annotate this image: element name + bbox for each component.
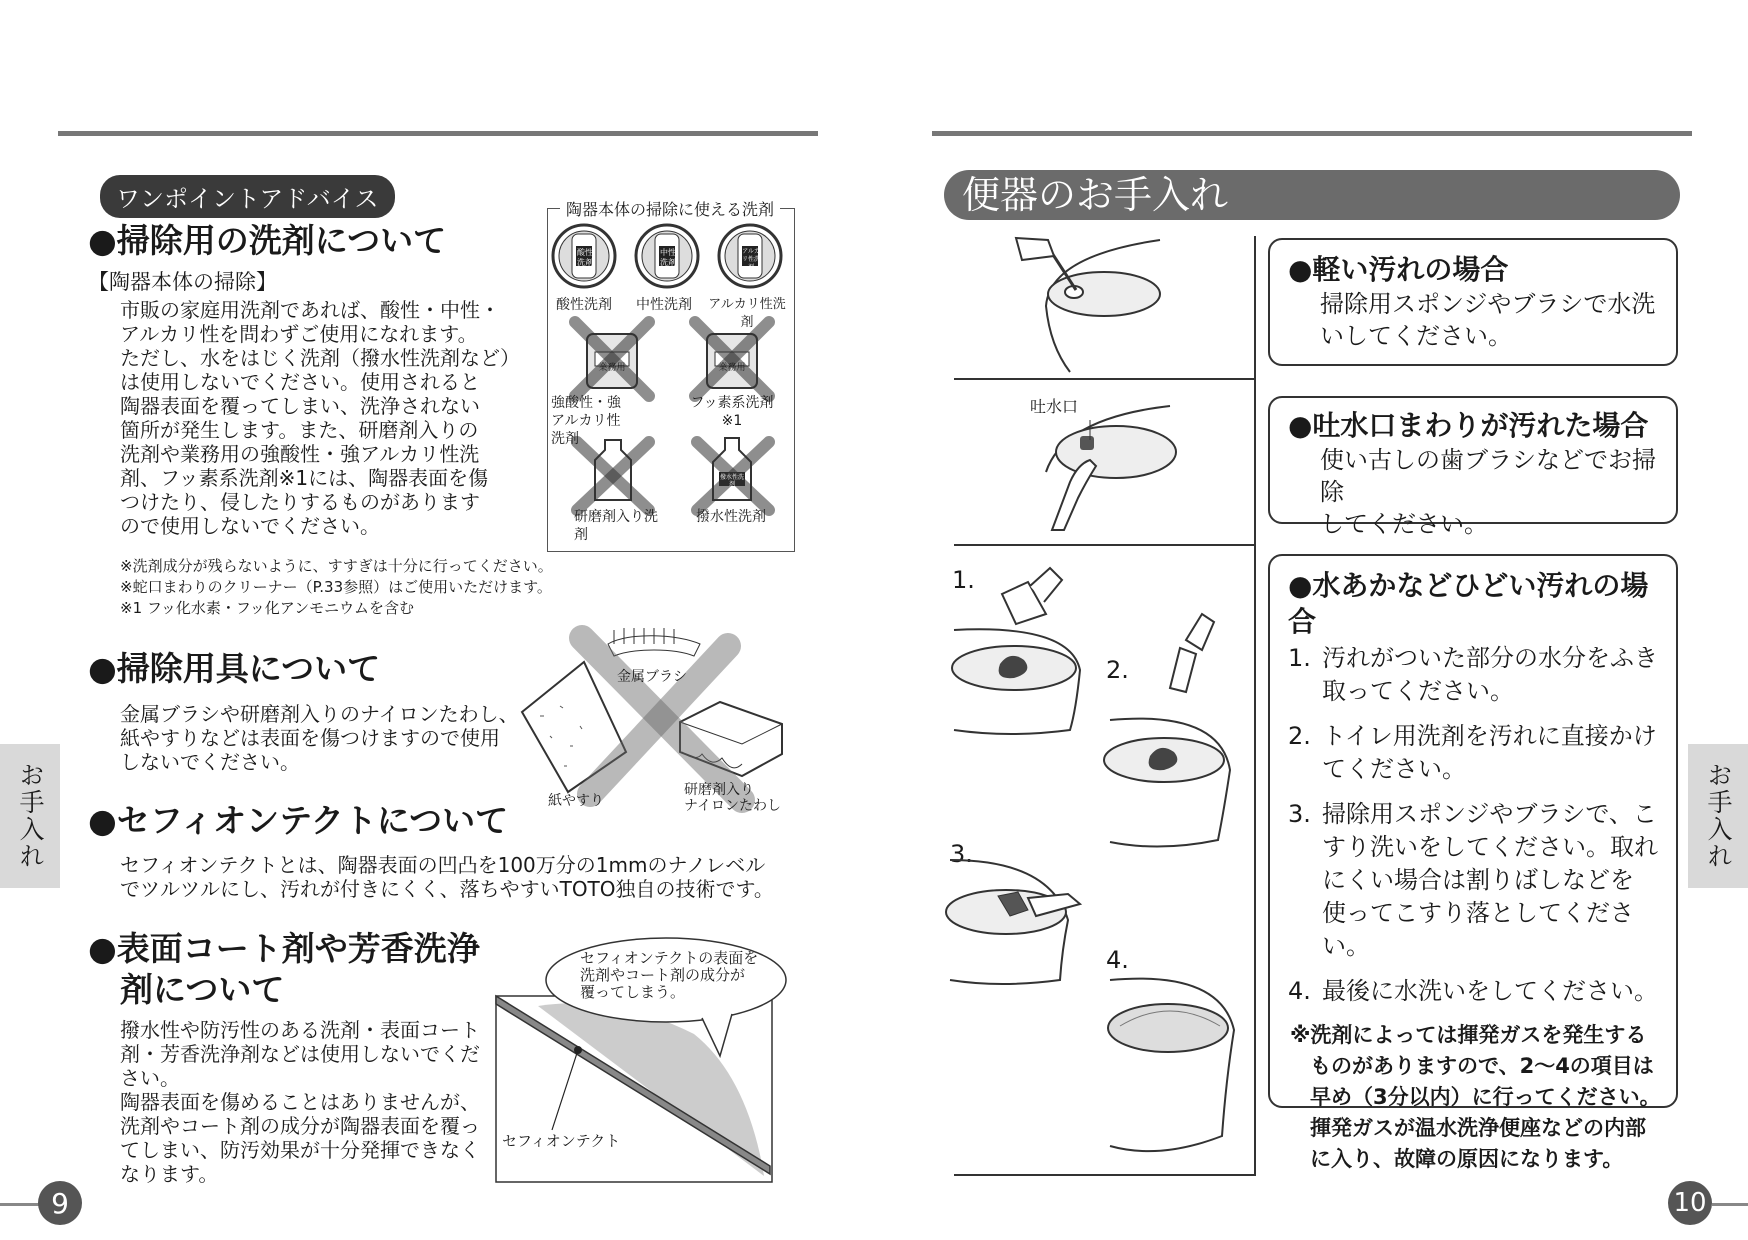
- detergent-heading: ●掃除用の洗剤について: [88, 221, 447, 260]
- illustration-divider-1: [954, 378, 1254, 380]
- step2-toilet-icon: [1104, 614, 1230, 847]
- right-header-rule: [932, 131, 1692, 136]
- step-mark-1: 1.: [952, 566, 975, 594]
- left-header-rule: [58, 131, 818, 136]
- nozzle-dirt-card: [1268, 396, 1678, 538]
- step3-toilet-icon: [946, 860, 1080, 984]
- heavy-dirt-steps-illustration: [950, 560, 1250, 1170]
- nylon-label: 研磨剤入り ナイロンたわし: [684, 782, 782, 814]
- ok-bottle-text-alkaline: アルカリ性洗剤: [742, 248, 761, 271]
- ng-bottle-text-fluorine: 業務用: [718, 363, 746, 373]
- light-dirt-illustration: [1010, 236, 1160, 376]
- illustration-column-rule: [1254, 236, 1256, 1176]
- advice-label: ワンポイントアドバイス: [100, 175, 395, 218]
- light-dirt-title: ●軽い汚れの場合: [1288, 253, 1509, 286]
- ok-label-acidic: 酸性洗剤: [556, 297, 612, 313]
- heavy-dirt-note: ※洗剤によっては揮発ガスを発生する ものがありますので、2～4の項目は 早め（3分以内）に行ってください。 揮発ガスが温水洗浄便座などの内部 に入り、故障の原因になります。: [1290, 1023, 1661, 1171]
- detergent-box-title: 陶器本体の掃除に使える洗剤: [560, 197, 780, 220]
- ok-label-alkaline: アルカリ性洗剤: [708, 297, 786, 330]
- nozzle-illustration: [1024, 402, 1174, 530]
- light-dirt-text: 掃除用スポンジやブラシで水洗 いしてください。: [1320, 290, 1656, 350]
- illustration-divider-2: [954, 544, 1254, 546]
- right-page-title: 便器のお手入れ: [962, 173, 1229, 217]
- sandpaper-label: 紙やすり: [548, 793, 604, 809]
- step-mark-4: 4.: [1106, 946, 1129, 974]
- ceftect-diagram-label: セフィオンテクト: [502, 1132, 621, 1150]
- ceramic-subheading: 【陶器本体の掃除】: [88, 270, 277, 294]
- coat-heading: ●表面コート剤や芳香洗浄 剤について: [88, 929, 480, 1010]
- metal-brush-label: 金属ブラシ: [617, 669, 687, 685]
- industrial-bottle-icon: [575, 322, 649, 396]
- nozzle-dirt-title: ●吐水口まわりが汚れた場合: [1288, 409, 1649, 442]
- ng-bottle-text-industrial: 業務用: [598, 363, 626, 373]
- ok-bottle-text-neutral: 中性洗剤: [660, 248, 676, 267]
- ng-tools-illustration: [520, 626, 800, 806]
- heavy-dirt-title: ●水あかなどひどい汚れの場合: [1288, 569, 1649, 638]
- ng-label-abrasive: 研磨剤入り洗剤: [574, 509, 658, 543]
- step-mark-2: 2.: [1106, 656, 1129, 684]
- ceramic-paragraph: 市販の家庭用洗剤であれば、酸性・中性・ アルカリ性を問わずご使用になれます。 ただし、水をはじく洗剤（撥水性洗剤など） は使用しないでください。使用されると 陶器表面を覆ってしまい、洗浄されない 箇所が発生します。また、研磨剤入りの 洗剤や業務用の強酸性・強アルカリ性洗 剤、フッ素系洗剤※1には、陶器表面を傷 つけたり、侵したりするものがあります ので使用しないでください。: [120, 298, 520, 538]
- heavy-step-3: 3. 掃除用スポンジやブラシで、こ すり洗いをしてください。取れ にくい場合は割りばしなどを 使ってこすり落としてください。: [1288, 800, 1658, 960]
- step1-toilet-icon: [952, 568, 1080, 734]
- step4-toilet-icon: [1108, 979, 1234, 1152]
- ceftect-heading: ●セフィオンテクトについて: [88, 801, 509, 840]
- left-side-tab[interactable]: お手入れ: [0, 744, 60, 888]
- heavy-step-2: 2. トイレ用洗剤を汚れに直接かけ てください。: [1288, 722, 1657, 783]
- page-number-left: 9: [38, 1181, 82, 1225]
- heavy-step-4: 4. 最後に水洗いをしてください。: [1288, 977, 1658, 1005]
- right-footer-line: [1712, 1203, 1748, 1206]
- tools-heading: ●掃除用具について: [88, 649, 381, 688]
- speech-bubble-text: セフィオンテクトの表面を 洗剤やコート剤の成分が 覆ってしまう。: [580, 949, 759, 1001]
- ng-bottle-text-water-repellent: 撥水性洗剤: [719, 474, 744, 488]
- ok-bottle-text-acidic: 酸性洗剤: [577, 248, 593, 267]
- ng-label-strong: 強酸性・強アルカリ性洗剤: [551, 395, 621, 447]
- heavy-dirt-card: [1268, 554, 1678, 1171]
- light-dirt-card: [1268, 238, 1678, 366]
- metal-brush-icon: [608, 628, 700, 656]
- fluorine-bottle-icon: [695, 322, 769, 396]
- heavy-step-1: 1. 汚れがついた部分の水分をふき 取ってください。: [1288, 644, 1658, 705]
- nozzle-dirt-text: 使い古しの歯ブラシなどでお掃除 してください。: [1320, 446, 1656, 538]
- detergent-notes: ※洗剤成分が残らないように、すすぎは十分に行ってください。 ※蛇口まわりのクリーナー（P.33参照）はご使用いただけます。 ※1 フッ化水素・フッ化アンモニウムを含む: [120, 557, 553, 617]
- tools-paragraph: 金属ブラシや研磨剤入りのナイロンたわし、 紙やすりなどは表面を傷つけますので使用 しないでください。: [120, 702, 519, 774]
- left-footer-line: [0, 1203, 40, 1206]
- coat-paragraph: 撥水性や防汚性のある洗剤・表面コート 剤・芳香洗浄剤などは使用しないでくだ さい。 陶器表面を傷めることはありませんが、 洗剤やコート剤の成分が陶器表面を覆っ てしまい、防汚効果が十分発揮できなく なります。: [120, 1018, 480, 1186]
- page-number-right: 10: [1668, 1181, 1712, 1225]
- right-side-tab[interactable]: お手入れ: [1688, 744, 1748, 888]
- nozzle-label: 吐水口: [1030, 394, 1078, 417]
- step-mark-3: 3.: [950, 840, 973, 868]
- abrasive-bottle-icon: [577, 440, 649, 510]
- ng-label-water-repellent: 撥水性洗剤: [696, 509, 766, 525]
- ceftect-paragraph: セフィオンテクトとは、陶器表面の凹凸を100万分の1mmのナノレベル でツルツルにし、汚れが付きにくく、落ちやすいTOTO独自の技術です。: [120, 853, 774, 901]
- illustration-divider-3: [954, 1174, 1254, 1176]
- ok-label-neutral: 中性洗剤: [636, 297, 692, 313]
- ng-label-fluorine: フッ素系洗剤※1: [690, 395, 774, 429]
